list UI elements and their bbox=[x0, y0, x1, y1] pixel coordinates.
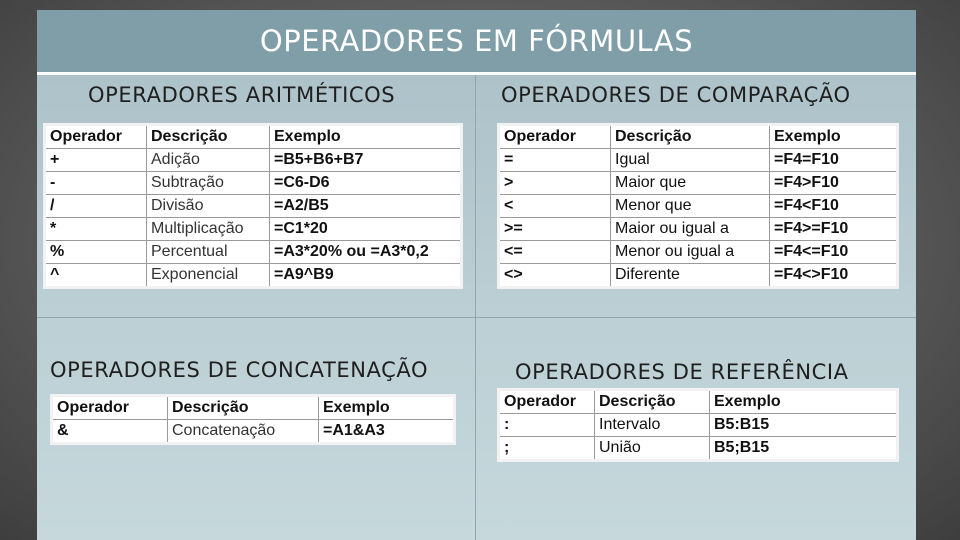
operator-cell: <> bbox=[499, 264, 611, 288]
operator-cell: + bbox=[45, 149, 147, 172]
operator-cell: >= bbox=[499, 218, 611, 241]
table-row bbox=[45, 264, 462, 288]
header-example: Exemplo bbox=[710, 390, 898, 414]
example-cell: =F4<F10 bbox=[770, 195, 898, 218]
header-operator: Operador bbox=[52, 396, 168, 420]
concatenation-table bbox=[50, 394, 456, 445]
comparison-table bbox=[497, 123, 899, 289]
header-operator: Operador bbox=[45, 125, 147, 149]
operator-cell: ^ bbox=[45, 264, 147, 288]
table-row bbox=[45, 172, 462, 195]
description-cell: Intervalo bbox=[595, 414, 710, 437]
description-cell: Diferente bbox=[611, 264, 770, 288]
table-header-row bbox=[45, 125, 462, 149]
arithmetic-table bbox=[43, 123, 463, 289]
description-cell: Menor ou igual a bbox=[611, 241, 770, 264]
example-cell: =F4<>F10 bbox=[770, 264, 898, 288]
operator-cell: > bbox=[499, 172, 611, 195]
operator-cell: : bbox=[499, 414, 595, 437]
arithmetic-section-title: OPERADORES ARITMÉTICOS bbox=[88, 83, 396, 107]
table-row bbox=[45, 218, 462, 241]
table-row bbox=[499, 149, 898, 172]
header-description: Descrição bbox=[595, 390, 710, 414]
header-description: Descrição bbox=[147, 125, 270, 149]
table-row bbox=[45, 149, 462, 172]
header-example: Exemplo bbox=[319, 396, 455, 420]
description-cell: Exponencial bbox=[147, 264, 270, 288]
operator-cell: & bbox=[52, 420, 168, 444]
operator-cell: = bbox=[499, 149, 611, 172]
description-cell: Igual bbox=[611, 149, 770, 172]
table-row bbox=[499, 437, 898, 461]
header-example: Exemplo bbox=[270, 125, 462, 149]
example-cell: =A9^B9 bbox=[270, 264, 462, 288]
description-cell: Divisão bbox=[147, 195, 270, 218]
comparison-section-title: OPERADORES DE COMPARAÇÃO bbox=[501, 83, 851, 107]
table-header-row bbox=[499, 125, 898, 149]
title-divider bbox=[37, 72, 916, 75]
table-row bbox=[499, 264, 898, 288]
example-cell: =F4=F10 bbox=[770, 149, 898, 172]
table-row bbox=[45, 241, 462, 264]
table-header-row bbox=[52, 396, 455, 420]
table-row bbox=[52, 420, 455, 444]
reference-table bbox=[497, 388, 899, 462]
header-operator: Operador bbox=[499, 125, 611, 149]
operator-cell: - bbox=[45, 172, 147, 195]
example-cell: =A2/B5 bbox=[270, 195, 462, 218]
table-header-row bbox=[499, 390, 898, 414]
example-cell: =B5+B6+B7 bbox=[270, 149, 462, 172]
description-cell: Subtração bbox=[147, 172, 270, 195]
example-cell: B5;B15 bbox=[710, 437, 898, 461]
example-cell: =C1*20 bbox=[270, 218, 462, 241]
concatenation-section-title: OPERADORES DE CONCATENAÇÃO bbox=[50, 358, 429, 382]
slide-title: OPERADORES EM FÓRMULAS bbox=[37, 10, 916, 72]
header-example: Exemplo bbox=[770, 125, 898, 149]
vertical-divider bbox=[475, 75, 476, 540]
operator-cell: * bbox=[45, 218, 147, 241]
description-cell: Adição bbox=[147, 149, 270, 172]
example-cell: =C6-D6 bbox=[270, 172, 462, 195]
example-cell: =F4>=F10 bbox=[770, 218, 898, 241]
description-cell: Maior ou igual a bbox=[611, 218, 770, 241]
example-cell: =A1&A3 bbox=[319, 420, 455, 444]
header-description: Descrição bbox=[611, 125, 770, 149]
table-row bbox=[499, 195, 898, 218]
example-cell: =F4<=F10 bbox=[770, 241, 898, 264]
reference-section-title: OPERADORES DE REFERÊNCIA bbox=[515, 360, 849, 384]
operator-cell: / bbox=[45, 195, 147, 218]
description-cell: Multiplicação bbox=[147, 218, 270, 241]
table-row bbox=[499, 414, 898, 437]
example-cell: =A3*20% ou =A3*0,2 bbox=[270, 241, 462, 264]
header-description: Descrição bbox=[168, 396, 319, 420]
operator-cell: < bbox=[499, 195, 611, 218]
example-cell: =F4>F10 bbox=[770, 172, 898, 195]
horizontal-divider bbox=[37, 317, 916, 318]
description-cell: Menor que bbox=[611, 195, 770, 218]
slide bbox=[37, 10, 916, 540]
example-cell: B5:B15 bbox=[710, 414, 898, 437]
table-row bbox=[499, 241, 898, 264]
table-row bbox=[45, 195, 462, 218]
header-operator: Operador bbox=[499, 390, 595, 414]
operator-cell: <= bbox=[499, 241, 611, 264]
operator-cell: ; bbox=[499, 437, 595, 461]
description-cell: União bbox=[595, 437, 710, 461]
description-cell: Concatenação bbox=[168, 420, 319, 444]
table-row bbox=[499, 218, 898, 241]
operator-cell: % bbox=[45, 241, 147, 264]
description-cell: Maior que bbox=[611, 172, 770, 195]
table-row bbox=[499, 172, 898, 195]
description-cell: Percentual bbox=[147, 241, 270, 264]
